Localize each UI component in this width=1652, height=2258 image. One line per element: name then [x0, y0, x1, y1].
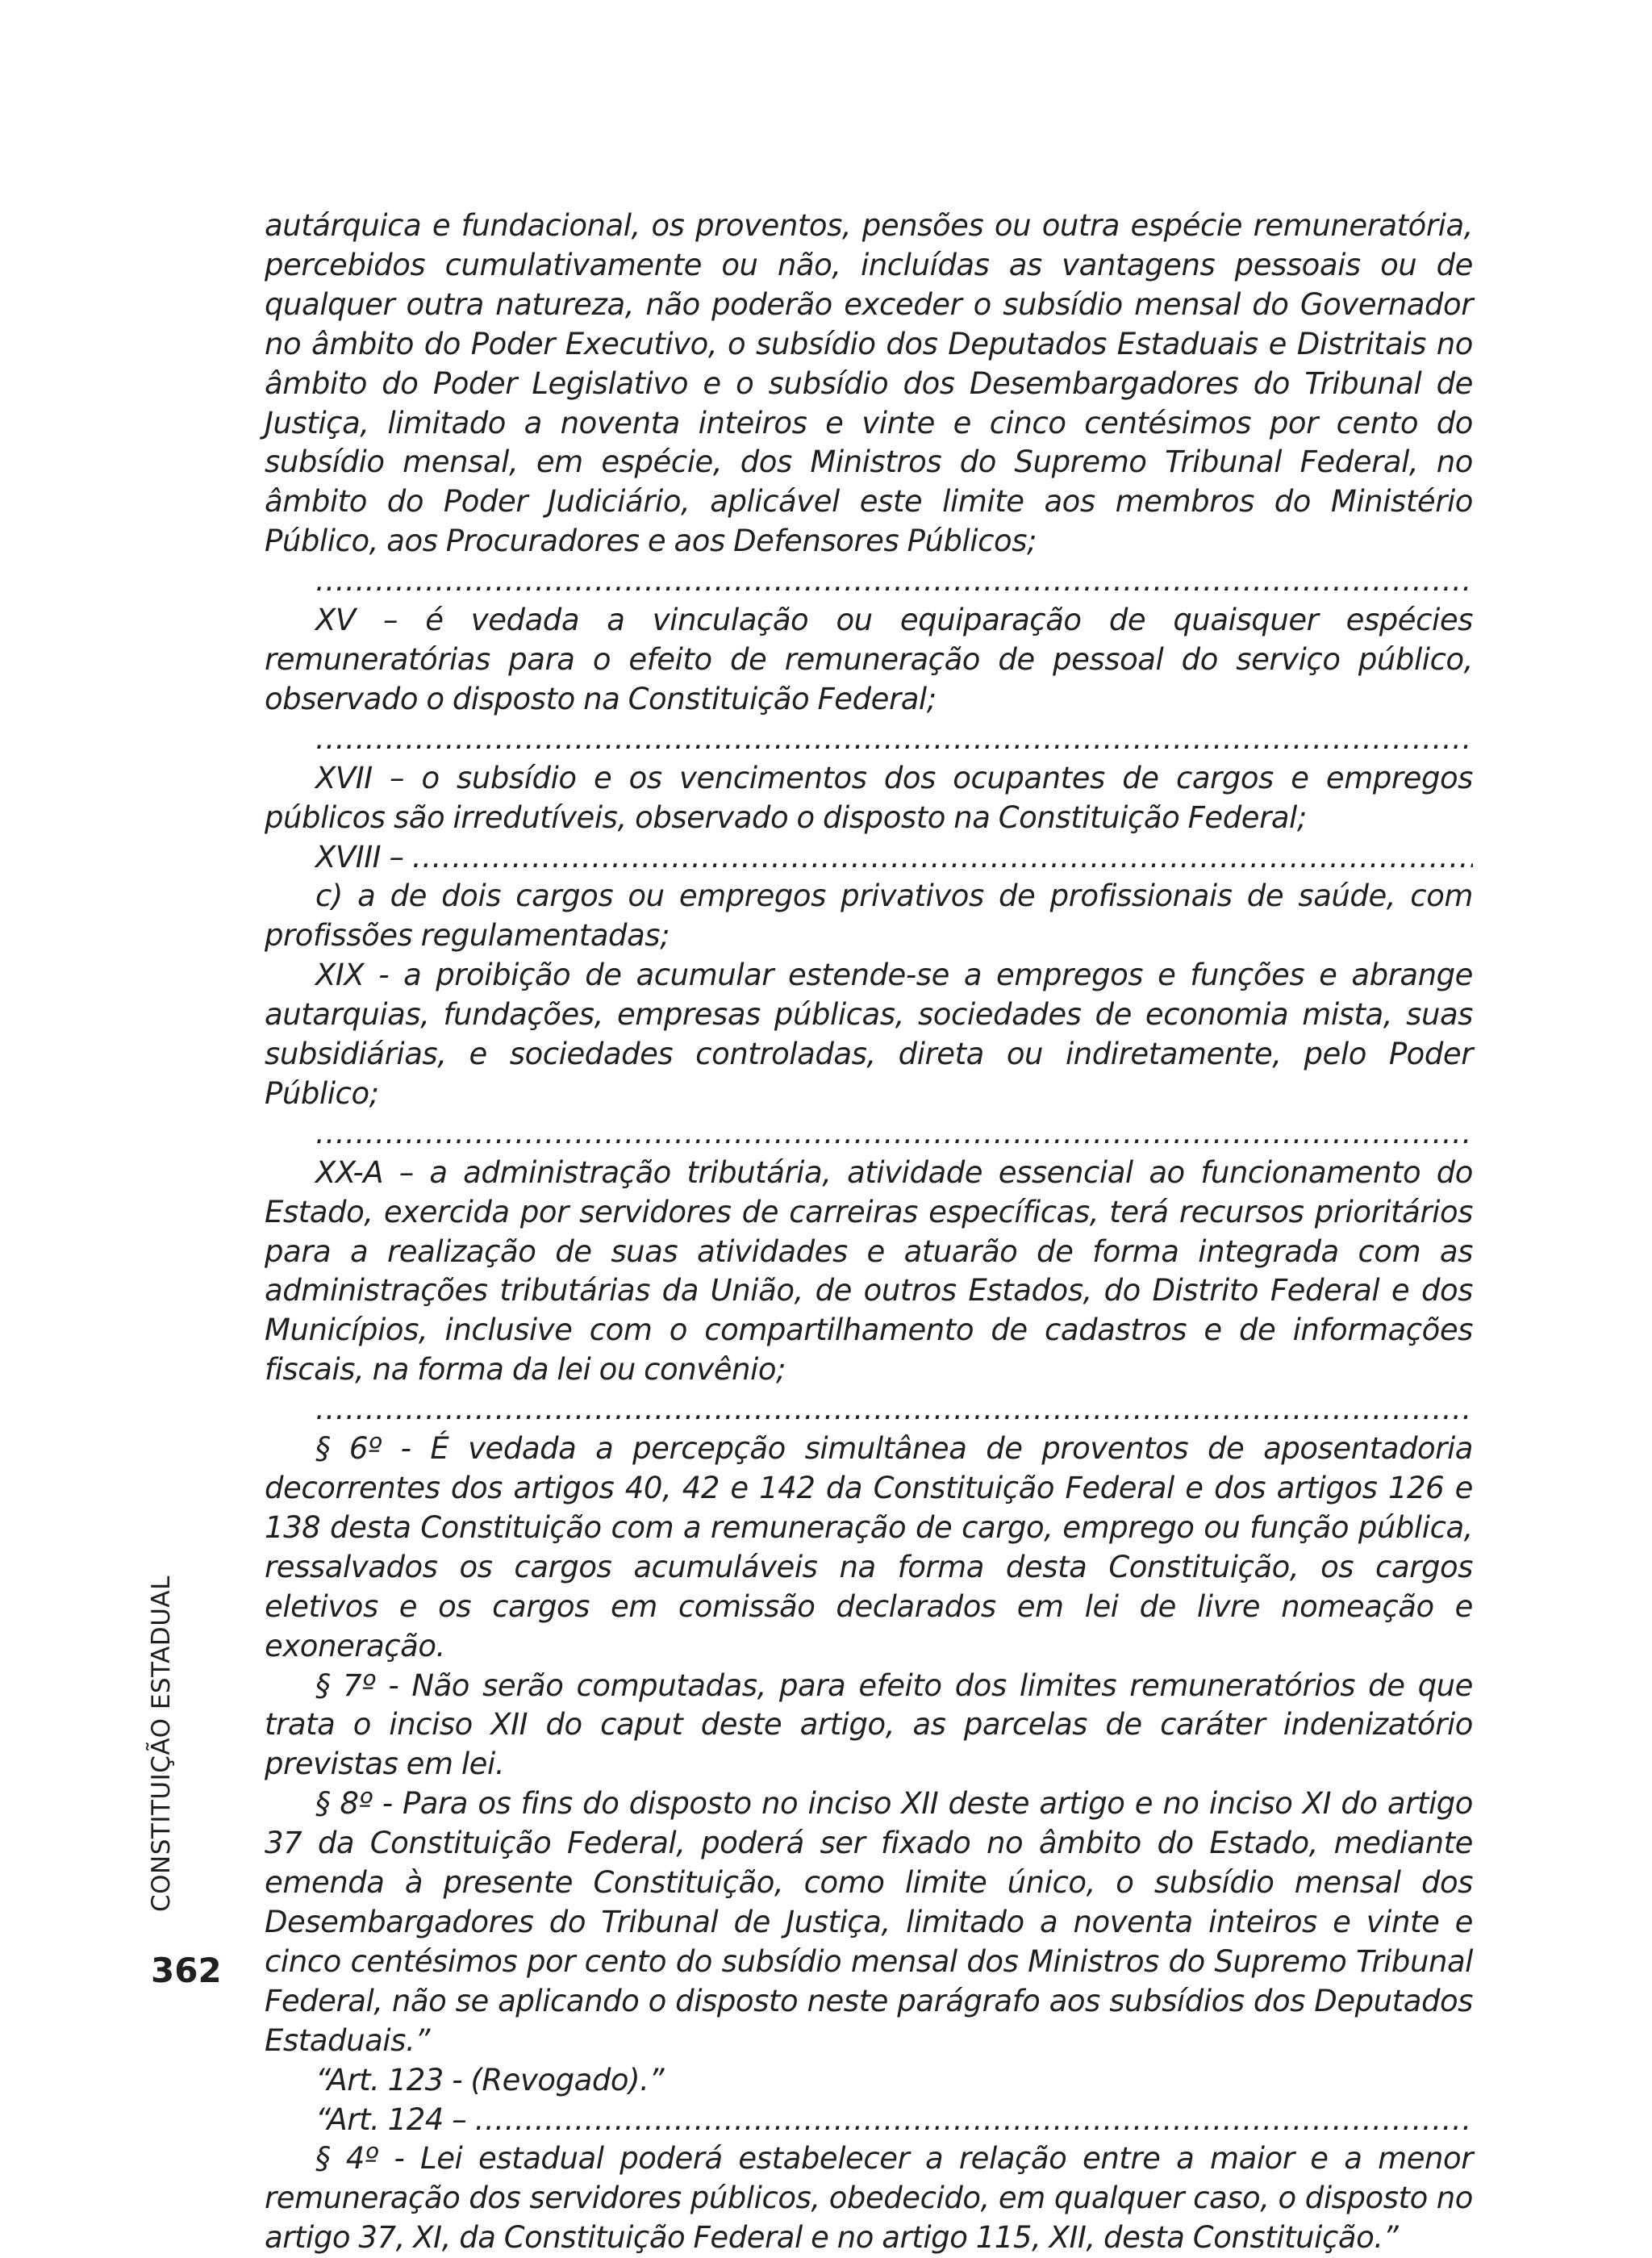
- document-body: [265, 207, 1473, 2258]
- page-number: 362: [151, 1951, 222, 1990]
- paragraph-inciso-xx-a: XX-A – a administração tributária, atividade essencial ao funcionamento do Estado, exercida por servidores de carreiras específicas, terá recursos prioritários para a realização de suas atividades e atuarão de forma integrada com as administrações tributárias da União, de outros Estados, do Distrito Federal e dos Municípios, inclusive com o compartilhamento de cadastros e de informações fiscais, na forma da lei ou convênio;: [265, 1154, 1473, 1388]
- paragraph-alinea-c: c) a de dois cargos ou empregos privativos de profissionais de saúde, com profissões regulamentadas;: [265, 879, 1473, 954]
- paragraph-section-4: § 4º - Lei estadual poderá estabelecer a relação entre a maior e a menor remuneração dos servidores públicos, obedecido, em qualquer caso, o disposto no artigo 37, XI, da Constituição Federal e no artigo 115, XII, desta Constituição.”: [265, 2141, 1473, 2256]
- elision-dots: [475, 2102, 1473, 2137]
- paragraph-section-7: § 7º - Não serão computadas, para efeito dos limites remuneratórios de que trata o inciso XII do caput deste artigo, as parcelas de caráter indenizatório previstas em lei.: [265, 1667, 1473, 1782]
- paragraph-section-6: § 6º - É vedada a percepção simultânea de proventos de aposentadoria decorrentes dos artigos 40, 42 e 142 da Constituição Federal e dos artigos 126 e 138 desta Constituição com a remuneração de cargo, emprego ou função pública, ressalvados os cargos acumuláveis na forma desta Constituição, os cargos eletivos e os cargos em comissão declarados em lei de livre nomeação e exoneração.: [265, 1431, 1473, 1663]
- paragraph-art-124: [265, 2101, 1473, 2140]
- elision-dots: [265, 1390, 1473, 1430]
- elision-dots: [265, 1114, 1473, 1154]
- paragraph-art-123: “Art. 123 - (Revogado).”: [315, 2062, 665, 2097]
- elision-dots: [412, 840, 1473, 874]
- elision-dots: [265, 561, 1473, 601]
- paragraph-inciso-xv: XV – é vedada a vinculação ou equiparação de quaisquer espécies remuneratórias para o efeito de remuneração de pessoal do serviço público, observado o disposto na Constituição Federal;: [265, 603, 1473, 716]
- inciso-xviii-label: XVIII –: [315, 839, 404, 874]
- elision-dots: [265, 720, 1473, 759]
- paragraph-inciso-xvii: XVII – o subsídio e os vencimentos dos ocupantes de cargos e empregos públicos são irredutíveis, observado o disposto na Constituição Federal;: [265, 760, 1473, 835]
- paragraph-inciso-xviii: [265, 838, 1473, 878]
- section-title-vertical: CONSTITUIÇÃO ESTADUAL: [147, 1576, 176, 1912]
- paragraph-inciso-xix: XIX - a proibição de acumular estende-se a empregos e funções e abrange autarquias, fundações, empresas públicas, sociedades de economia mista, suas subsidiárias, e sociedades controladas, direta ou indiretamente, pelo Poder Público;: [265, 958, 1473, 1111]
- art-124-label: “Art. 124 –: [315, 2101, 467, 2137]
- paragraph-section-8: § 8º - Para os fins do disposto no inciso XII deste artigo e no inciso XI do artigo 37 da Constituição Federal, poderá ser fixado no âmbito do Estado, mediante emenda à presente Constituição, como limite único, o subsídio mensal dos Desembargadores do Tribunal de Justiça, limitado a noventa inteiros e vinte e cinco centésimos por cento do subsídio mensal dos Ministros do Supremo Tribunal Federal, não se aplicando o disposto neste parágrafo aos subsídios dos Deputados Estaduais.”: [265, 1786, 1473, 2058]
- paragraph-remuneration-limit: autárquica e fundacional, os proventos, pensões ou outra espécie remuneratória, percebidos cumulativamente ou não, incluídas as vantagens pessoais ou de qualquer outra natureza, não poderão exceder o subsídio mensal do Governador no âmbito do Poder Executivo, o subsídio dos Deputados Estaduais e Distritais no âmbito do Poder Legislativo e o subsídio dos Desembargadores do Tribunal de Justiça, limitado a noventa inteiros e vinte e cinco centésimos por cento do subsídio mensal, em espécie, dos Ministros do Supremo Tribunal Federal, no âmbito do Poder Judiciário, aplicável este limite aos membros do Ministério Público, aos Procuradores e aos Defensores Públicos;: [265, 208, 1473, 559]
